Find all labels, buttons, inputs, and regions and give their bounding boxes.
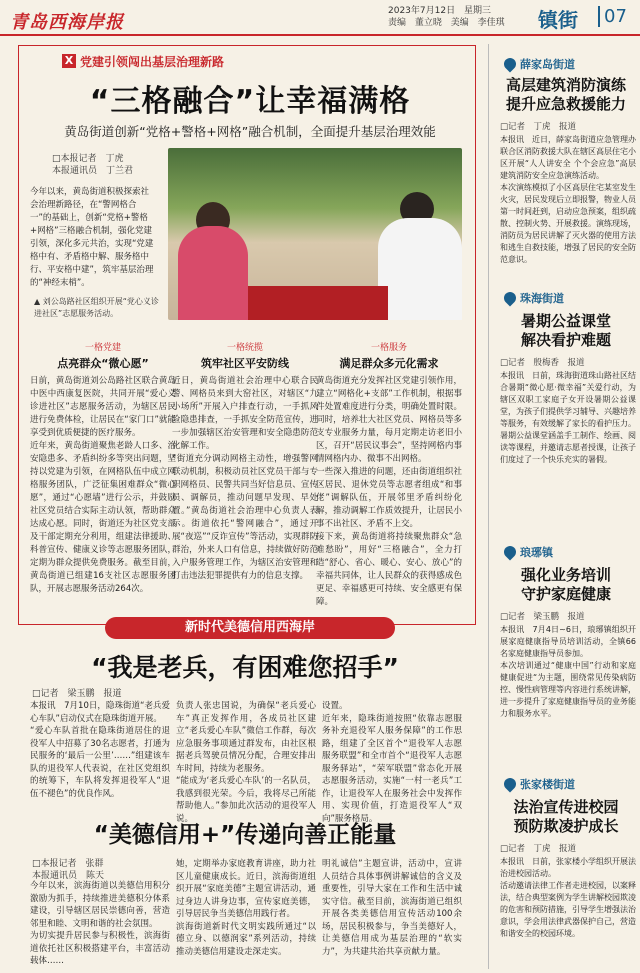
kicker-text: 党建引领闯出基层治理新路 xyxy=(80,54,225,69)
story2-text: 负责人张忠国说，为确保“老兵爱心车”真正发挥作用，各成员社区建立“老兵爱心车队”微信工作群，每次应急服务事项通过群发布，由社区根据老兵驾驶员情况分配，合理安排出车时间，持续为老服务。 “能成为‘老兵爱心车队’的一名队员，我感到很光荣。今后，我将尽己所能帮助他人。”参加此次活动的退役军人说。 xyxy=(176,701,316,824)
right-headline: 暑期公益课堂 解决看护难题 xyxy=(520,312,611,349)
right-byline: □记者 丁虎 报道 xyxy=(500,844,577,854)
page-number: 07 xyxy=(598,6,627,27)
right-section-name: 薛家岛街道 xyxy=(520,58,575,71)
right-byline: □记者 梁玉鹏 报道 xyxy=(500,612,585,622)
photo-table xyxy=(248,286,388,320)
column-text: 黄岛街道充分发挥社区党建引领作用，建立“网格化+支部”工作机制，根据事件处置难度进行分类，明确处置时限。同时，培养壮大社区党员、网格员等多支专业服务力量，每月定期走访老旧小区，召开“居民议事会”，坚持网格内事情网格内办、微事不出网格。 一些深入推进的问题，还由街道组织社区居民、退休党员等志愿者组成“和事佬”调解队伍，开展邻里矛盾纠纷化解，推动调解工作质效提升，让居民小事不出社区、矛盾不上交。 接下来，黄岛街道将持续聚焦群众“急难愁盼”，用好“三格融合”，全力打造“舒心、省心、暖心、安心、放心”的幸福共同体，让人民群众的获得感成色更足、幸福感更可持续、安全感更有保障。 xyxy=(316,376,462,607)
location-pin-icon xyxy=(502,56,519,73)
main-byline: □本报记者 丁虎 本报通讯员 丁兰君 xyxy=(52,154,134,176)
column-title: 筑牢社区平安防线 xyxy=(201,357,289,370)
column-kicker: 一格党建 xyxy=(84,343,121,353)
column-heading xyxy=(172,340,318,371)
right-section-name: 珠海街道 xyxy=(520,292,564,305)
news-photo xyxy=(168,148,462,320)
story3-byline: □本报记者 张群 本报通讯员 陈天 xyxy=(32,859,105,881)
issue-date: 2023年7月12日 xyxy=(388,6,456,16)
photo-figure xyxy=(378,218,462,320)
story2-text: 设置。 近年来，隐珠街道按照“依靠志愿服务补充退役军人服务保障”的工作思路，组建了全区首个“退役军人志愿服务联盟”和全市首个“退役军人志愿服务驿站”，“荣军联盟”常态化开展志愿服务活动，实施“一村一老兵”工作，让退役军人在服务社会中发挥作用、实现价值，打造退役军人“双向”服务格局。 xyxy=(322,701,462,824)
location-pin-icon xyxy=(502,544,519,561)
right-headline: 高层建筑消防演练 提升应急救援能力 xyxy=(505,76,626,113)
main-subhead: 黄岛街道创新“党格+警格+网格”融合机制，全面提升基层治理效能 xyxy=(64,124,436,139)
right-byline: □记者 殷梅香 报道 xyxy=(500,358,585,368)
right-text: 本报讯 近日，薛家岛街道应急管理办联合区消防救援大队在辖区高层住宅小区开展“人人讲安全 个个会应急”高层建筑消防安全应急演练活动。 本次演练模拟了小区高层住宅某室发生火灾，居民发现后立即报警，物业人员第一时间赶到，启动应急预案，组织疏散、控制火势、开展救援。演练现场，消防员为居民讲解了灭火器的使用方法和逃生自救技能，增强了居民的安全防范意识。 xyxy=(500,135,636,264)
column-title: 点亮群众“微心愿” xyxy=(57,357,149,370)
right-headline: 法治宣传进校园 预防欺凌护成长 xyxy=(513,798,619,835)
right-text: 本报讯 7月4日~6日，琅琊镇组织开展家庭健康指导员培训活动，全镇66名家庭健康指导员参加。 本次培训通过“健康中国”行动和家庭健康促进“为主题，围绕常见传染病防控、慢性病管理等内容进行系统讲解，进一步提升了家庭健康指导员的业务能力和服务水平。 xyxy=(500,625,636,718)
right-byline: □记者 丁虎 报道 xyxy=(500,122,577,132)
editor-label: 责编 xyxy=(388,18,407,28)
column-kicker: 一格统揽 xyxy=(226,343,263,353)
column-heading xyxy=(316,340,462,371)
newspaper-brand: 青岛西海岸报 xyxy=(10,12,124,33)
main-headline: “三格融合”让幸福满格 xyxy=(89,84,411,119)
designer-label: 美编 xyxy=(450,18,469,28)
right-section-label xyxy=(504,776,575,792)
section-banner: 新时代美德信用西海岸 xyxy=(105,617,395,639)
column-heading xyxy=(30,340,176,371)
story3-text: 今年以来，滨海街道以美德信用积分激励为抓手，持续推进美德积分体系建设，引导辖区居民崇德向善，营造邻里和睦、文明和谐的社会氛围。 为切实提升居民参与积极性，滨海街道依托社区积极搭建平台，丰富活动载体…… xyxy=(30,881,170,966)
right-headline: 强化业务培训 守护家庭健康 xyxy=(520,566,611,603)
location-pin-icon xyxy=(502,776,519,793)
x-logo-icon: X xyxy=(62,54,76,68)
issue-meta xyxy=(388,5,511,29)
right-section-name: 琅琊镇 xyxy=(520,546,553,559)
photo-figure xyxy=(178,226,248,320)
story2-headline: “我是老兵，有困难您招手” xyxy=(91,653,399,682)
section-title: 镇街 xyxy=(538,8,578,32)
issue-weekday: 星期三 xyxy=(463,6,491,16)
right-section-label xyxy=(504,544,553,560)
column-title: 满足群众多元化需求 xyxy=(339,357,439,370)
editor-name: 董立晓 xyxy=(414,18,442,28)
story2-text: 本报讯 7月10日，隐珠街道“老兵爱心车队”启动仪式在隐珠街道开展。 “爱心车队首批在隐珠街道居住的退役军人中招募了30名志愿者，打通为民服务的‘最后一公里’……”组建该车队的退役军人代表说，在社区党组织的统筹下，车队将发挥退役军人“退伍不褪色”的优良作风。 xyxy=(30,701,170,799)
right-text: 本报讯 日前，张家楼小学组织开展法治进校园活动。 活动邀请法律工作者走进校园，以案释法，结合典型案例为学生讲解校园欺凌的危害和预防措施，引导学生增强法治意识，学会用法律武器保护自己，营造和谐安全的校园环境。 xyxy=(500,857,636,938)
main-intro: 今年以来，黄岛街道积极探索社会治理新路径，在“警网格合一”的基础上，创新“党格+警格+网格”三格融合机制，强化党建引领，深化多元共治，实现“党建格中有、矛盾格中解、服务格中行、平安格中建”，筑牢基层治理的“神经末梢”。 xyxy=(30,187,154,288)
designer-name: 李佳琪 xyxy=(477,18,505,28)
photo-caption: ▲ 刘公岛路社区组织开展“党心义诊进社区”志愿服务活动。 xyxy=(34,297,159,318)
story3-headline: “美德信用+”传递向善正能量 xyxy=(93,822,397,848)
column-divider xyxy=(488,44,489,969)
right-section-name: 张家楼街道 xyxy=(520,778,575,791)
right-section-label xyxy=(504,56,575,72)
column-text: 近日，黄岛街道社会治理中心联合民警、网格员来到大窑社区，对辖区“九小场所”开展入户排查行动，一手抓风险隐患排查，一手抓安全防范宣传，进一步加强辖区治安管理和安全隐患防范化解工作。 “街道充分调动网格主动性，增强警网联动机制，积极动员社区党员干部与专职网格员、民警共同当好信息员、宣传员、调解员，推动问题早发现、早处置。”黄岛街道社会治理中心负责人表示。街道依托“警网融合”，通过开展“夜巡”“反诈宣传”等活动，实现群防群治，外来人口有信息，持续做好防范入户服务管理工作，为辖区治安管理和打击违法犯罪提供有力的信息支撑。 xyxy=(172,376,318,581)
story-kicker xyxy=(62,52,224,70)
location-pin-icon xyxy=(502,290,519,307)
masthead xyxy=(0,0,640,36)
column-text: 日前，黄岛街道刘公岛路社区联合黄岛中医中西康复医院，共同开展“爱心义诊进社区”志愿服务活动，为辖区居民进行免费体检，让居民在“家门口”就能享受到优质便捷的医疗服务。 近年来，黄岛街道聚焦老龄人口多、治安隐患多、矛盾纠纷多等突出问题，坚持以党建为引领，在网格队伍中成立网格服务团队，广泛征集困难群众“微心愿”，通过“心愿墙”进行公示，并鼓励社区党员结合实际主动认领，帮助群众达成心愿。同时，街道还为社区党支部及干部定期充分利用，组建法律援助、科普宣传、健康义诊等志愿服务团队，定期为群众提供免费服务。截至目前，黄岛街道已组建16支社区志愿服务团队，开展志愿服务活动264次。 xyxy=(30,376,176,594)
story3-text: 她，定期举办家庭教育讲座，助力社区儿童健康成长。近日，滨海街道组织开展“家庭美德”主题宣讲活动，通过身边人讲身边事，宣传家庭美德，引导居民争当美德信用践行者。 滨海街道新时代文明实践所通过“以德立身、以德润家”系列活动，持续推动美德信用建设走深走实。 xyxy=(176,859,316,957)
right-section-label xyxy=(504,290,564,306)
story3-text: 明礼诚信”主题宣讲，活动中，宣讲人员结合具体事例讲解诚信的含义及重要性，引导大家在工作和生活中诚实守信。截至目前，滨海街道已组织开展各类美德信用宣传活动100余场，居民积极参与，争当美德好人，让美德信用成为基层治理的“软实力”，为共建共治共享贡献力量。 xyxy=(322,859,462,957)
right-text: 本报讯 日前，珠海街道珠山路社区结合暑期“微心愿·微幸福”关爱行动，为辖区双职工家庭子女开设暑期公益课堂，为孩子们提供学习辅导、兴趣培养等服务，有效缓解了家长的看护压力。 暑期公益课堂涵盖手工制作、绘画、阅读等课程，并邀请志愿者授课，让孩子们度过了一个快乐充实的暑假。 xyxy=(500,371,636,464)
story2-byline: □记者 梁玉鹏 报道 xyxy=(32,689,122,699)
column-kicker: 一格服务 xyxy=(370,343,407,353)
